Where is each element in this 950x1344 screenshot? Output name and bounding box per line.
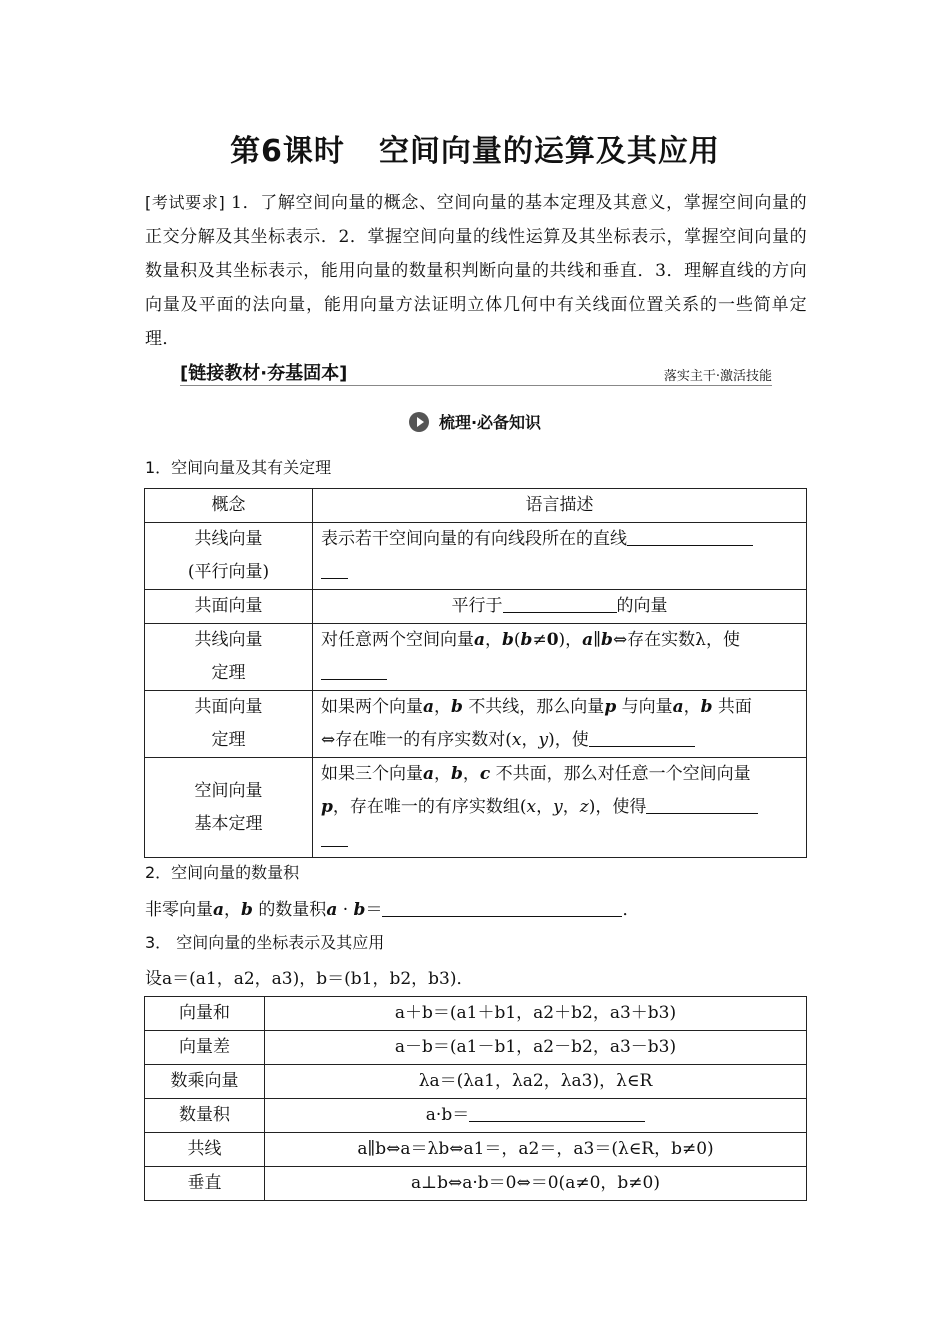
section-banner <box>180 359 772 387</box>
answer-blank <box>321 556 348 579</box>
description-cell: 表示若干空间向量的有向线段所在的直线 <box>313 523 807 590</box>
answer-blank <box>321 657 387 680</box>
concept-cell: 共线向量 定理 <box>145 624 313 691</box>
table-row <box>145 691 807 758</box>
coordinate-intro: 设a＝(a1，a2，a3)，b＝(b1，b2，b3)． <box>145 969 474 989</box>
operation-formula: a⊥b⇔a·b＝0⇔＝0(a≠0，b≠0) <box>265 1167 807 1201</box>
operation-label: 数乘向量 <box>145 1065 265 1099</box>
table-row <box>145 523 807 590</box>
table-row <box>145 1133 807 1167</box>
operation-label: 向量和 <box>145 997 265 1031</box>
table-row <box>145 624 807 691</box>
operation-formula: a－b＝(a1－b1，a2－b2，a3－b3) <box>265 1031 807 1065</box>
section3-heading: 3． 空间向量的坐标表示及其应用 <box>145 933 385 952</box>
concept-cell: 空间向量 基本定理 <box>145 758 313 858</box>
operation-formula-cell: a·b＝ <box>265 1099 807 1133</box>
table-row <box>145 590 807 624</box>
operation-label: 共线 <box>145 1133 265 1167</box>
operation-label: 垂直 <box>145 1167 265 1201</box>
table-row <box>145 1065 807 1099</box>
header-concept: 概念 <box>145 489 313 523</box>
table-row <box>145 997 807 1031</box>
banner-rule <box>180 385 772 386</box>
answer-blank <box>382 894 622 917</box>
answer-blank <box>627 523 753 546</box>
description-cell: 平行于 的向量 <box>313 590 807 624</box>
lesson-number: 第6课时 <box>230 134 345 169</box>
operation-formula: a∥b⇔a＝λb⇔a1＝，a2＝，a3＝(λ∈R，b≠0) <box>265 1133 807 1167</box>
subheading <box>0 410 950 433</box>
requirements-tag: [考试要求] <box>145 193 226 212</box>
subheading-text: 梳理·必备知识 <box>438 413 542 432</box>
answer-blank <box>646 791 758 814</box>
exam-requirements <box>145 186 807 356</box>
operation-formula: λa＝(λa1，λa2，λa3)，λ∈R <box>265 1065 807 1099</box>
section1-heading: 1．空间向量及其有关定理 <box>145 458 332 477</box>
description-cell: 如果三个向量a，b，c 不共面，那么对任意一个空间向量 p，存在唯一的有序实数组(x，y，z)，使得 <box>313 758 807 858</box>
header-description: 语言描述 <box>313 489 807 523</box>
table-row <box>145 489 807 523</box>
theorems-table <box>144 488 807 858</box>
page-title <box>0 126 950 170</box>
table-row <box>145 758 807 858</box>
concept-cell: 共面向量 定理 <box>145 691 313 758</box>
operation-formula: a＋b＝(a1＋b1，a2＋b2，a3＋b3) <box>265 997 807 1031</box>
operation-label: 向量差 <box>145 1031 265 1065</box>
coordinate-table <box>144 996 807 1201</box>
lesson-topic: 空间向量的运算及其应用 <box>378 134 720 169</box>
answer-blank <box>503 590 617 613</box>
answer-blank <box>589 724 695 747</box>
requirements-text: 1．了解空间向量的概念、空间向量的基本定理及其意义，掌握空间向量的正交分解及其坐标表示．2．掌握空间向量的线性运算及其坐标表示，掌握空间向量的数量积及其坐标表示，能用向量的数量积判断向量的共线和垂直．3．理解直线的方向向量及平面的法向量，能用向量方法证明立体几何中有关线面位置关系的一些简单定理． <box>145 193 808 349</box>
answer-blank <box>469 1099 645 1122</box>
table-row <box>145 1167 807 1201</box>
description-cell: 对任意两个空间向量a，b(b≠0)，a∥b⇔存在实数λ，使 <box>313 624 807 691</box>
operation-label: 数量积 <box>145 1099 265 1133</box>
banner-left: [链接教材·夯基固本] <box>180 363 348 384</box>
description-cell: 如果两个向量a，b 不共线，那么向量p 与向量a，b 共面 ⇔存在唯一的有序实数对(x，y)，使 <box>313 691 807 758</box>
concept-cell: 共面向量 <box>145 590 313 624</box>
table-row <box>145 1031 807 1065</box>
play-icon <box>409 412 429 432</box>
section2-heading: 2．空间向量的数量积 <box>145 863 300 882</box>
dot-product-line: 非零向量a，b 的数量积a · b＝ ． <box>145 894 639 920</box>
concept-cell: 共线向量 (平行向量) <box>145 523 313 590</box>
banner-right: 落实主干·激活技能 <box>663 369 772 384</box>
answer-blank <box>321 824 348 847</box>
table-row <box>145 1099 807 1133</box>
